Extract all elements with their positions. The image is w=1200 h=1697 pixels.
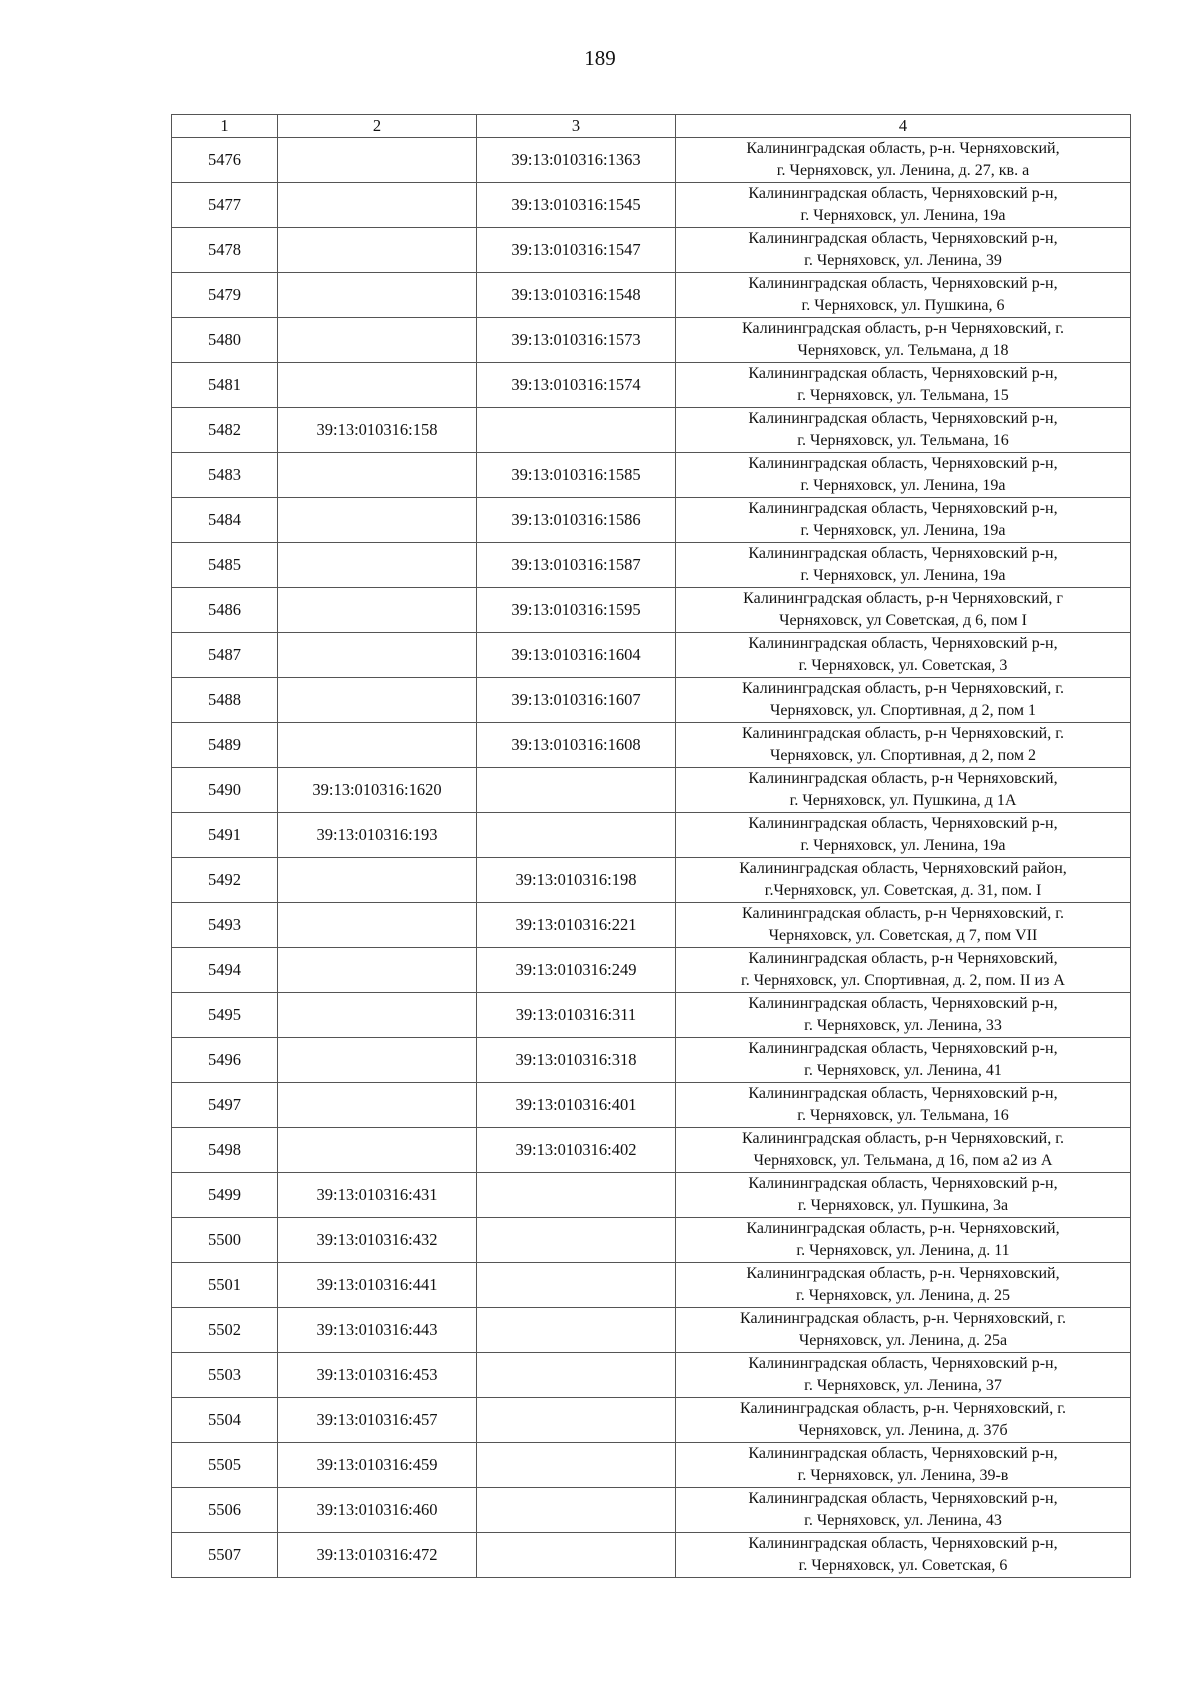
- address-line-1: Калининградская область, р-н Черняховский,: [748, 770, 1058, 787]
- row-number-cell: 5476: [172, 138, 278, 183]
- address-line-2: г. Черняховск, ул. Ленина, 43: [804, 1512, 1002, 1529]
- address-line-2: г. Черняховск, ул. Пушкина, д 1А: [789, 792, 1017, 809]
- address-line-2: г. Черняховск, ул. Ленина, 19а: [800, 837, 1006, 854]
- address-cell: [676, 1263, 1131, 1308]
- table-row: [172, 1533, 1131, 1578]
- table-row: [172, 1128, 1131, 1173]
- cadastral-number-col3-cell: 39:13:010316:1548: [477, 273, 676, 318]
- address-cell: [676, 1038, 1131, 1083]
- address-cell: [676, 903, 1131, 948]
- cadastral-number-col2-cell: 39:13:010316:432: [278, 1218, 477, 1263]
- address-line-2: г. Черняховск, ул. Тельмана, 16: [797, 432, 1009, 449]
- cadastral-number-col2-cell: 39:13:010316:453: [278, 1353, 477, 1398]
- row-number-cell: 5496: [172, 1038, 278, 1083]
- table-row: [172, 1353, 1131, 1398]
- table-row: [172, 183, 1131, 228]
- address-line-2: г. Черняховск, ул. Советская, 3: [798, 657, 1008, 674]
- cadastral-number-col2-cell: 39:13:010316:457: [278, 1398, 477, 1443]
- address-line-1: Калининградская область, р-н Черняховский, г.: [742, 905, 1064, 922]
- registry-table: [171, 114, 1131, 1578]
- address-line-2: г. Черняховск, ул. Ленина, 19а: [800, 477, 1006, 494]
- row-number-cell: 5498: [172, 1128, 278, 1173]
- cadastral-number-col3-cell: [477, 1533, 676, 1578]
- cadastral-number-col2-cell: [278, 543, 477, 588]
- row-number-cell: 5503: [172, 1353, 278, 1398]
- row-number-cell: 5477: [172, 183, 278, 228]
- address-line-1: Калининградская область, р-н Черняховский, г.: [742, 1130, 1064, 1147]
- table-row: [172, 228, 1131, 273]
- table-row: [172, 588, 1131, 633]
- address-cell: [676, 273, 1131, 318]
- address-line-1: Калининградская область, Черняховский р-н,: [748, 500, 1058, 517]
- cadastral-number-col2-cell: 39:13:010316:459: [278, 1443, 477, 1488]
- address-cell: [676, 633, 1131, 678]
- address-line-2: Черняховск, ул. Тельмана, д 16, пом а2 из А: [753, 1152, 1053, 1169]
- cadastral-number-col3-cell: 39:13:010316:1604: [477, 633, 676, 678]
- cadastral-number-col2-cell: [278, 228, 477, 273]
- address-line-2: г. Черняховск, ул. Ленина, 39-в: [797, 1467, 1009, 1484]
- address-line-2: г. Черняховск, ул. Ленина, 33: [804, 1017, 1002, 1034]
- cadastral-number-col3-cell: [477, 1263, 676, 1308]
- cadastral-number-col3-cell: 39:13:010316:1585: [477, 453, 676, 498]
- table-body: [172, 138, 1131, 1578]
- address-line-1: Калининградская область, Черняховский р-н,: [748, 1490, 1058, 1507]
- address-cell: [676, 453, 1131, 498]
- table-row: [172, 1083, 1131, 1128]
- address-cell: [676, 1398, 1131, 1443]
- cadastral-number-col3-cell: 39:13:010316:311: [477, 993, 676, 1038]
- table-row: [172, 903, 1131, 948]
- row-number-cell: 5506: [172, 1488, 278, 1533]
- table-row: [172, 1038, 1131, 1083]
- address-line-2: Черняховск, ул. Ленина, д. 37б: [798, 1422, 1008, 1439]
- cadastral-number-col3-cell: [477, 1398, 676, 1443]
- cadastral-number-col3-cell: [477, 813, 676, 858]
- address-line-2: г.Черняховск, ул. Советская, д. 31, пом. I: [764, 882, 1042, 899]
- table-row: [172, 273, 1131, 318]
- cadastral-number-col3-cell: 39:13:010316:221: [477, 903, 676, 948]
- address-line-2: г. Черняховск, ул. Ленина, д. 11: [796, 1242, 1010, 1259]
- cadastral-number-col3-cell: 39:13:010316:1608: [477, 723, 676, 768]
- address-line-1: Калининградская область, р-н Черняховский,: [748, 950, 1058, 967]
- cadastral-number-col2-cell: [278, 138, 477, 183]
- cadastral-number-col2-cell: [278, 858, 477, 903]
- address-cell: [676, 498, 1131, 543]
- cadastral-number-col3-cell: 39:13:010316:1547: [477, 228, 676, 273]
- cadastral-number-col2-cell: [278, 678, 477, 723]
- column-header-2: 2: [278, 115, 477, 138]
- cadastral-number-col2-cell: [278, 363, 477, 408]
- address-cell: [676, 183, 1131, 228]
- address-line-2: Черняховск, ул Советская, д 6, пом I: [779, 612, 1027, 629]
- row-number-cell: 5497: [172, 1083, 278, 1128]
- address-cell: [676, 1173, 1131, 1218]
- cadastral-number-col3-cell: [477, 1488, 676, 1533]
- address-cell: [676, 1128, 1131, 1173]
- cadastral-number-col2-cell: 39:13:010316:158: [278, 408, 477, 453]
- cadastral-number-col3-cell: 39:13:010316:1595: [477, 588, 676, 633]
- cadastral-number-col3-cell: 39:13:010316:1363: [477, 138, 676, 183]
- row-number-cell: 5492: [172, 858, 278, 903]
- row-number-cell: 5495: [172, 993, 278, 1038]
- cadastral-number-col3-cell: [477, 1353, 676, 1398]
- row-number-cell: 5490: [172, 768, 278, 813]
- cadastral-number-col3-cell: 39:13:010316:1573: [477, 318, 676, 363]
- table-row: [172, 453, 1131, 498]
- row-number-cell: 5505: [172, 1443, 278, 1488]
- address-cell: [676, 228, 1131, 273]
- address-line-2: г. Черняховск, ул. Ленина, 19а: [800, 567, 1006, 584]
- address-cell: [676, 813, 1131, 858]
- cadastral-number-col2-cell: 39:13:010316:443: [278, 1308, 477, 1353]
- address-line-1: Калининградская область, Черняховский р-н,: [748, 1175, 1058, 1192]
- row-number-cell: 5482: [172, 408, 278, 453]
- cadastral-number-col3-cell: 39:13:010316:1574: [477, 363, 676, 408]
- address-cell: [676, 723, 1131, 768]
- column-header-1: 1: [172, 115, 278, 138]
- row-number-cell: 5500: [172, 1218, 278, 1263]
- row-number-cell: 5489: [172, 723, 278, 768]
- address-line-1: Калининградская область, Черняховский р-н,: [748, 455, 1058, 472]
- address-line-1: Калининградская область, Черняховский район,: [739, 860, 1067, 877]
- cadastral-number-col3-cell: [477, 1218, 676, 1263]
- address-cell: [676, 138, 1131, 183]
- cadastral-number-col2-cell: [278, 588, 477, 633]
- address-cell: [676, 543, 1131, 588]
- row-number-cell: 5478: [172, 228, 278, 273]
- address-line-1: Калининградская область, р-н. Черняховский, г.: [740, 1400, 1066, 1417]
- cadastral-number-col2-cell: 39:13:010316:472: [278, 1533, 477, 1578]
- cadastral-number-col3-cell: 39:13:010316:1545: [477, 183, 676, 228]
- address-line-2: г. Черняховск, ул. Ленина, 19а: [800, 207, 1006, 224]
- address-cell: [676, 948, 1131, 993]
- table-row: [172, 138, 1131, 183]
- cadastral-number-col2-cell: 39:13:010316:460: [278, 1488, 477, 1533]
- table-row: [172, 543, 1131, 588]
- row-number-cell: 5484: [172, 498, 278, 543]
- address-line-2: г. Черняховск, ул. Ленина, 41: [804, 1062, 1002, 1079]
- address-line-1: Калининградская область, Черняховский р-н,: [748, 1445, 1058, 1462]
- cadastral-number-col2-cell: [278, 903, 477, 948]
- table-row: [172, 993, 1131, 1038]
- row-number-cell: 5480: [172, 318, 278, 363]
- cadastral-number-col2-cell: 39:13:010316:193: [278, 813, 477, 858]
- cadastral-number-col2-cell: [278, 1038, 477, 1083]
- cadastral-number-col3-cell: 39:13:010316:318: [477, 1038, 676, 1083]
- table-row: [172, 768, 1131, 813]
- address-cell: [676, 588, 1131, 633]
- cadastral-number-col2-cell: [278, 1128, 477, 1173]
- address-line-2: г. Черняховск, ул. Ленина, 19а: [800, 522, 1006, 539]
- table-row: [172, 678, 1131, 723]
- row-number-cell: 5502: [172, 1308, 278, 1353]
- cadastral-number-col2-cell: [278, 318, 477, 363]
- address-line-1: Калининградская область, р-н Черняховский, г.: [742, 320, 1064, 337]
- address-cell: [676, 858, 1131, 903]
- row-number-cell: 5507: [172, 1533, 278, 1578]
- address-line-1: Калининградская область, р-н. Черняховский,: [746, 1265, 1060, 1282]
- address-line-1: Калининградская область, Черняховский р-н,: [748, 1085, 1058, 1102]
- address-line-2: Черняховск, ул. Спортивная, д 2, пом 2: [769, 747, 1037, 764]
- row-number-cell: 5483: [172, 453, 278, 498]
- table-row: [172, 813, 1131, 858]
- address-line-1: Калининградская область, Черняховский р-н,: [748, 365, 1058, 382]
- address-line-2: Черняховск, ул. Тельмана, д 18: [797, 342, 1009, 359]
- address-cell: [676, 1533, 1131, 1578]
- address-cell: [676, 1218, 1131, 1263]
- table-row: [172, 1488, 1131, 1533]
- address-line-1: Калининградская область, Черняховский р-н,: [748, 1355, 1058, 1372]
- address-line-1: Калининградская область, р-н Черняховский, г.: [742, 680, 1064, 697]
- address-line-2: г. Черняховск, ул. Ленина, 39: [804, 252, 1002, 269]
- address-cell: [676, 768, 1131, 813]
- address-line-1: Калининградская область, р-н Черняховский, г: [743, 590, 1063, 607]
- row-number-cell: 5481: [172, 363, 278, 408]
- cadastral-number-col2-cell: [278, 1083, 477, 1128]
- cadastral-number-col2-cell: [278, 633, 477, 678]
- cadastral-number-col3-cell: [477, 1443, 676, 1488]
- cadastral-number-col3-cell: 39:13:010316:1586: [477, 498, 676, 543]
- cadastral-number-col3-cell: 39:13:010316:198: [477, 858, 676, 903]
- address-line-2: г. Черняховск, ул. Советская, 6: [798, 1557, 1008, 1574]
- address-line-2: г. Черняховск, ул. Ленина, д. 25: [796, 1287, 1010, 1304]
- cadastral-number-col2-cell: [278, 948, 477, 993]
- address-cell: [676, 1353, 1131, 1398]
- cadastral-number-col3-cell: 39:13:010316:249: [477, 948, 676, 993]
- address-line-1: Калининградская область, Черняховский р-н,: [748, 275, 1058, 292]
- address-line-2: Черняховск, ул. Спортивная, д 2, пом 1: [769, 702, 1037, 719]
- row-number-cell: 5494: [172, 948, 278, 993]
- address-line-1: Калининградская область, Черняховский р-н,: [748, 545, 1058, 562]
- row-number-cell: 5491: [172, 813, 278, 858]
- table-row: [172, 1398, 1131, 1443]
- cadastral-number-col3-cell: 39:13:010316:402: [477, 1128, 676, 1173]
- cadastral-number-col2-cell: 39:13:010316:441: [278, 1263, 477, 1308]
- address-line-2: г. Черняховск, ул. Тельмана, 15: [797, 387, 1009, 404]
- address-cell: [676, 1488, 1131, 1533]
- table-row: [172, 723, 1131, 768]
- cadastral-number-col3-cell: [477, 1308, 676, 1353]
- row-number-cell: 5504: [172, 1398, 278, 1443]
- address-line-1: Калининградская область, Черняховский р-н,: [748, 1535, 1058, 1552]
- address-line-1: Калининградская область, Черняховский р-н,: [748, 410, 1058, 427]
- address-cell: [676, 1443, 1131, 1488]
- table-header-row: [172, 115, 1131, 138]
- cadastral-number-col2-cell: [278, 273, 477, 318]
- table-row: [172, 1308, 1131, 1353]
- table-row: [172, 633, 1131, 678]
- table-row: [172, 1173, 1131, 1218]
- table-row: [172, 948, 1131, 993]
- address-line-2: г. Черняховск, ул. Тельмана, 16: [797, 1107, 1009, 1124]
- address-line-1: Калининградская область, Черняховский р-н,: [748, 995, 1058, 1012]
- address-cell: [676, 408, 1131, 453]
- table-row: [172, 1443, 1131, 1488]
- address-cell: [676, 1308, 1131, 1353]
- cadastral-number-col3-cell: [477, 408, 676, 453]
- address-cell: [676, 993, 1131, 1038]
- row-number-cell: 5479: [172, 273, 278, 318]
- cadastral-number-col2-cell: 39:13:010316:1620: [278, 768, 477, 813]
- address-line-1: Калининградская область, Черняховский р-н,: [748, 230, 1058, 247]
- address-line-2: г. Черняховск, ул. Пушкина, 3а: [797, 1197, 1009, 1214]
- address-cell: [676, 678, 1131, 723]
- row-number-cell: 5501: [172, 1263, 278, 1308]
- address-line-1: Калининградская область, Черняховский р-н,: [748, 635, 1058, 652]
- address-line-2: Черняховск, ул. Советская, д 7, пом VII: [768, 927, 1038, 944]
- row-number-cell: 5493: [172, 903, 278, 948]
- page-number: 189: [584, 46, 616, 70]
- address-line-2: г. Черняховск, ул. Ленина, 37: [804, 1377, 1002, 1394]
- row-number-cell: 5486: [172, 588, 278, 633]
- cadastral-number-col3-cell: 39:13:010316:1607: [477, 678, 676, 723]
- address-line-1: Калининградская область, р-н. Черняховский,: [746, 140, 1060, 157]
- cadastral-number-col2-cell: [278, 498, 477, 543]
- address-line-1: Калининградская область, р-н. Черняховский,: [746, 1220, 1060, 1237]
- cadastral-number-col2-cell: [278, 993, 477, 1038]
- address-cell: [676, 318, 1131, 363]
- address-line-1: Калининградская область, р-н Черняховский, г.: [742, 725, 1064, 742]
- table-row: [172, 1263, 1131, 1308]
- cadastral-number-col3-cell: 39:13:010316:401: [477, 1083, 676, 1128]
- cadastral-number-col3-cell: [477, 1173, 676, 1218]
- address-line-2: г. Черняховск, ул. Пушкина, 6: [801, 297, 1005, 314]
- address-line-1: Калининградская область, Черняховский р-н,: [748, 815, 1058, 832]
- column-header-3: 3: [477, 115, 676, 138]
- address-line-2: г. Черняховск, ул. Спортивная, д. 2, пом. II из А: [741, 972, 1065, 989]
- table-row: [172, 498, 1131, 543]
- cadastral-number-col3-cell: [477, 768, 676, 813]
- table-row: [172, 1218, 1131, 1263]
- table-row: [172, 408, 1131, 453]
- address-cell: [676, 1083, 1131, 1128]
- cadastral-number-col2-cell: [278, 183, 477, 228]
- cadastral-number-col3-cell: 39:13:010316:1587: [477, 543, 676, 588]
- address-line-2: г. Черняховск, ул. Ленина, д. 27, кв. а: [776, 162, 1030, 179]
- table-row: [172, 318, 1131, 363]
- address-line-2: Черняховск, ул. Ленина, д. 25а: [798, 1332, 1008, 1349]
- address-line-1: Калининградская область, Черняховский р-н,: [748, 1040, 1058, 1057]
- table-row: [172, 858, 1131, 903]
- cadastral-number-col2-cell: [278, 723, 477, 768]
- row-number-cell: 5485: [172, 543, 278, 588]
- address-line-1: Калининградская область, Черняховский р-н,: [748, 185, 1058, 202]
- cadastral-number-col2-cell: [278, 453, 477, 498]
- cadastral-number-col2-cell: 39:13:010316:431: [278, 1173, 477, 1218]
- address-line-1: Калининградская область, р-н. Черняховский, г.: [740, 1310, 1066, 1327]
- row-number-cell: 5488: [172, 678, 278, 723]
- address-cell: [676, 363, 1131, 408]
- row-number-cell: 5499: [172, 1173, 278, 1218]
- table-row: [172, 363, 1131, 408]
- row-number-cell: 5487: [172, 633, 278, 678]
- column-header-4: 4: [676, 115, 1131, 138]
